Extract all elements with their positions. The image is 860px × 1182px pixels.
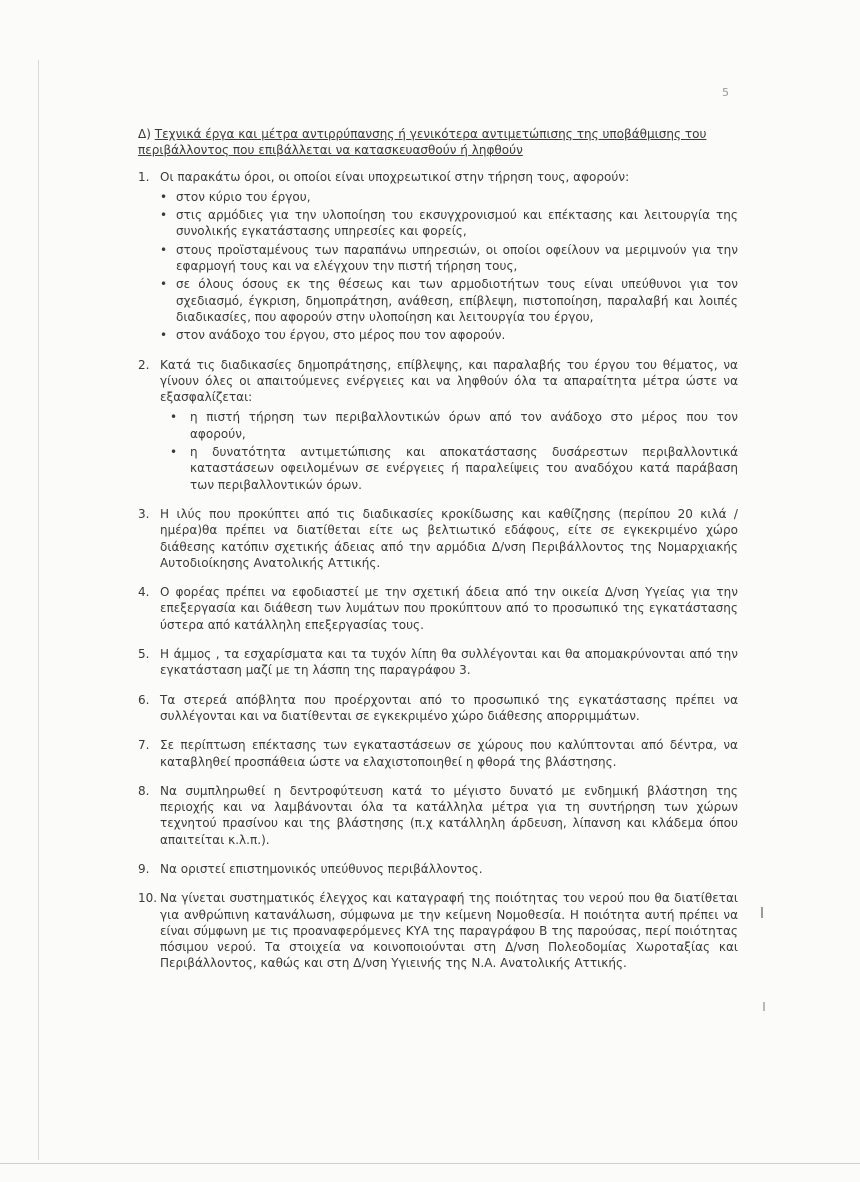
item-number: 2. (138, 357, 150, 372)
list-item (138, 506, 738, 571)
item-number: 7. (138, 738, 150, 753)
item-text: Η ιλύς που προκύπτει από τις διαδικασίες κροκίδωσης και καθίζησης (περίπου 20 κιλά /ημέρα)θα πρέπει να διατίθεται είτε ως βελτιωτικό εδάφους, είτε σε εγκεκριμένο χώρο διάθεσης κατόπιν σχετικής άδειας από την αρμόδια Δ/νση Περιβάλλοντος της Νομαρχιακής Αυτοδιοίκησης Ανατολικής Αττικής. (160, 506, 738, 570)
scan-edge-bottom (0, 1163, 860, 1164)
document-body (138, 126, 738, 985)
item-text: Να γίνεται συστηματικός έλεγχος και καταγραφή της ποιότητας του νερού που θα διατίθεται για ανθρώπινη κατανάλωση, σύμφωνα με την κείμενη Νομοθεσία. Η ποιότητα αυτή πρέπει να είναι σύμφωνη με τις προαναφερόμενες ΚΥΑ της παραγράφου Β της παρούσας, περί ποιότητας πόσιμου νερού. Τα στοιχεία να κοινοποιούνται στη Δ/νση Πολεοδομίας Χωροταξίας και Περιβάλλοντος, καθώς και στη Δ/νση Υγιεινής της Ν.Α. Ανατολικής Αττικής. (160, 891, 738, 971)
bullet-item: • στον ανάδοχο του έργου, στο μέρος που τον αφορούν. (160, 327, 738, 343)
item-number: 6. (138, 692, 150, 707)
item-text: Κατά τις διαδικασίες δημοπράτησης, επίβλεψης, και παραλαβής του έργου του θέματος, να γίνουν όλες οι απαιτούμενες ενέργειες και να ληφθούν όλα τα απαραίτητα μέτρα ώστε να εξασφαλίζεται: (160, 357, 738, 405)
scan-edge-left (38, 60, 39, 1160)
section-heading-text: Τεχνικά έργα και μέτρα αντιρρύπανσης ή γενικότερα αντιμετώπισης της υποβάθμισης του περιβάλλοντος που επιβάλλεται να κατασκευασθούν ή ληφθούν (138, 127, 707, 158)
terms-list (138, 169, 738, 972)
item-number: 10. (138, 891, 158, 906)
bullet-item: • σε όλους όσους εκ της θέσεως και των αρμοδιοτήτων τους είναι υπεύθυνοι για τον σχεδιασμό, έγκριση, δημοπράτηση, ανάθεση, επίβλεψη, πιστοποίηση, παραλαβή και λοιπές διαδικασίες, που αφορούν στην υλοποίηση και λειτουργία του έργου, (160, 276, 738, 325)
item-number: 1. (138, 169, 150, 184)
item-text: Να οριστεί επιστημονικός υπεύθυνος περιβάλλοντος. (160, 861, 483, 876)
item-number: 3. (138, 506, 150, 521)
list-item (138, 737, 738, 770)
page-number: 5 (722, 86, 729, 99)
list-item (138, 692, 738, 725)
bullet-list (170, 409, 738, 492)
list-item (138, 890, 738, 971)
item-text: Οι παρακάτω όροι, οι οποίοι είναι υποχρεωτικοί στην τήρηση τους, αφορούν: (160, 169, 630, 184)
list-item (138, 357, 738, 493)
list-item (138, 861, 738, 877)
item-number: 5. (138, 647, 150, 662)
bullet-item: • στους προϊσταμένους των παραπάνω υπηρεσιών, οι οποίοι οφείλουν να μεριμνούν για την εφαρμογή τους και να ελέγχουν την πιστή τήρηση τους, (160, 242, 738, 275)
item-text: Ο φορέας πρέπει να εφοδιαστεί με την σχετική άδεια από την οικεία Δ/νση Υγείας για την επεξεργασία και διάθεση των λυμάτων που προκύπτουν από το προσωπικό της εγκατάστασης ύστερα από κατάλληλη επεξεργασίας τους. (160, 585, 738, 632)
section-heading (138, 126, 738, 159)
item-text: Σε περίπτωση επέκτασης των εγκαταστάσεων σε χώρους που καλύπτονται από δέντρα, να καταβληθεί προσπάθεια ώστε να ελαχιστοποιηθεί η φθορά της βλάστησης. (160, 738, 738, 769)
item-number: 9. (138, 861, 150, 876)
item-number: 8. (138, 783, 150, 798)
list-item (138, 783, 738, 848)
section-heading-prefix: Δ) (138, 127, 155, 141)
scan-speck-mark (758, 906, 766, 920)
list-item (138, 646, 738, 679)
list-item (138, 169, 738, 344)
bullet-item: • στις αρμόδιες για την υλοποίηση του εκσυγχρονισμού και επέκτασης και λειτουργία της συνολικής εγκατάστασης υπηρεσίες και φορείς, (160, 207, 738, 240)
item-text: Τα στερεά απόβλητα που προέρχονται από το προσωπικό της εγκατάστασης πρέπει να συλλέγονται και να διατίθενται σε εγκεκριμένο χώρο διάθεσης απορριμμάτων. (160, 692, 738, 723)
list-item (138, 584, 738, 633)
bullet-item: • η πιστή τήρηση των περιβαλλοντικών όρων από τον ανάδοχο στο μέρος που τον αφορούν, (170, 409, 738, 442)
item-number: 4. (138, 585, 150, 600)
bullet-list (160, 189, 738, 344)
item-text: Να συμπληρωθεί η δεντροφύτευση κατά το μέγιστο δυνατό με ενδημική βλάστηση της περιοχής και να λαμβάνονται όλα τα κατάλληλα μέτρα για τη συντήρηση των χώρων τεχνητού πρασίνου και της βλάστησης (π.χ κατάλληλη άρδευση, λίπανση και κλάδεμα όπου απαιτείται κ.λ.π.). (160, 783, 738, 847)
bullet-item: • στον κύριο του έργου, (160, 189, 738, 205)
scan-speck-mark (760, 1000, 768, 1014)
bullet-item: • η δυνατότητα αντιμετώπισης και αποκατάστασης δυσάρεστων περιβαλλοντικά καταστάσεων οφειλομένων σε ενέργειες ή παραλείψεις του αναδόχου κατά παράβαση των περιβαλλοντικών όρων. (170, 444, 738, 493)
item-text: Η άμμος , τα εσχαρίσματα και τα τυχόν λίπη θα συλλέγονται και θα απομακρύνονται από την εγκατάσταση μαζί με τη λάσπη της παραγράφου 3. (160, 647, 738, 678)
